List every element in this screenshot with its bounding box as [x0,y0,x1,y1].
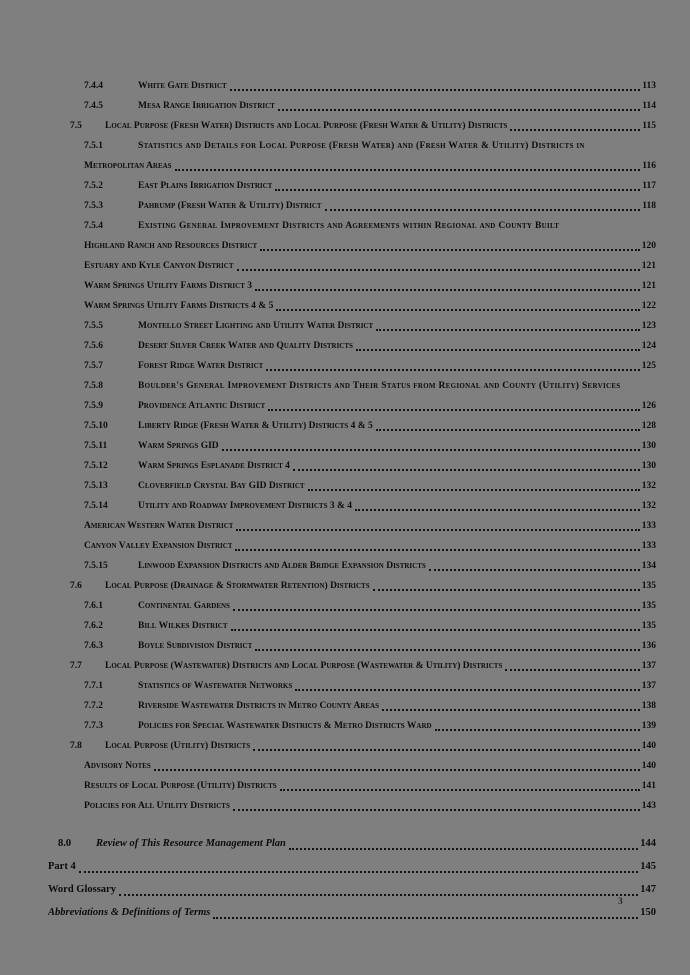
dot-leader [376,428,640,431]
toc-entry-number: 7.7.3 [84,721,103,731]
toc-entry-title: Local Purpose (Wastewater) Districts and Local Purpose (Wastewater & Utility) Districts [105,661,503,671]
toc-entry-page: 121 [641,261,656,271]
toc-entry-title: Liberty Ridge (Fresh Water & Utility) Districts 4 & 5 [138,421,373,431]
table-of-contents [48,76,656,924]
toc-entry-title: Policies for Special Wastewater Districts & Metro Districts Ward [138,721,432,731]
toc-entry [48,416,656,436]
toc-entry-page: 134 [641,561,656,571]
toc-entry-title: Advisory Notes [84,761,151,771]
toc-entry-number: 7.5.2 [84,181,103,191]
toc-entry-continuation [48,156,656,176]
toc-entry-number: 8.0 [58,838,72,849]
toc-entry-title: Boyle Subdivision District [138,641,253,651]
toc-entry-page: 140 [641,741,656,751]
toc-entry-title: Warm Springs Utility Farms District 3 [84,281,253,291]
toc-entry-number: 7.5.15 [84,561,108,571]
toc-entry-title: Results of Local Purpose (Utility) Districts [84,781,277,791]
toc-entry-page: 143 [641,801,656,811]
toc-entry [48,496,656,516]
toc-entry [48,716,656,736]
toc-entry-page: 114 [642,101,656,111]
dot-leader [308,488,640,491]
toc-entry-title: White Gate District [138,81,227,91]
toc-entry-page: 135 [641,581,656,591]
dot-leader [505,668,639,671]
toc-entry-page: 128 [641,421,656,431]
toc-entry-title: American Western Water District [84,521,234,531]
toc-entry-number: 7.8 [70,741,82,751]
toc-entry [48,676,656,696]
dot-leader [175,168,641,171]
toc-entry-title: Continental Gardens [138,601,230,611]
toc-entry-title: Warm Springs Esplanade District 4 [138,461,290,471]
toc-entry-title: Pahrump (Fresh Water & Utility) District [138,201,322,211]
dot-leader [266,368,639,371]
toc-entry-page: 130 [641,441,656,451]
toc-entry-number: 7.5.9 [84,401,103,411]
dot-leader [278,108,640,111]
dot-leader [255,288,640,291]
toc-entry-title: Word Glossary [48,884,116,895]
toc-entry [48,696,656,716]
toc-entry [48,536,656,556]
toc-entry-page: 125 [641,361,656,371]
dot-leader [119,893,638,896]
toc-entry-continuation [48,236,656,256]
toc-entry-title: Review of This Resource Management Plan [96,838,286,849]
dot-leader [295,688,640,691]
toc-entry [48,832,656,855]
dot-leader [289,847,638,850]
toc-entry-page: 135 [641,621,656,631]
dot-leader [253,748,640,751]
toc-entry-number: 7.5.1 [84,141,103,151]
toc-entry-number: 7.6.2 [84,621,103,631]
toc-entry-title: Local Purpose (Utility) Districts [105,741,251,751]
toc-entry-page: 147 [640,884,656,895]
toc-entry [48,296,656,316]
toc-entry-number: 7.5.10 [84,421,108,431]
toc-entry [48,136,656,156]
dot-leader [275,188,640,191]
toc-entry-title: Providence Atlantic District [138,401,266,411]
toc-entry-title: Estuary and Kyle Canyon District [84,261,234,271]
toc-entry-page: 136 [641,641,656,651]
toc-entry-page: 126 [641,401,656,411]
dot-leader [356,348,640,351]
toc-entry-page: 137 [641,661,656,671]
toc-entry [48,396,656,416]
toc-entry-page: 122 [641,301,656,311]
toc-entry-number: 7.6.1 [84,601,103,611]
toc-entry [48,356,656,376]
toc-entry-number: 7.7.1 [84,681,103,691]
toc-entry-title: East Plains Irrigation District [138,181,273,191]
toc-entry-number: 7.5.14 [84,501,108,511]
toc-entry-number: 7.5.5 [84,321,103,331]
toc-entry-title: Local Purpose (Fresh Water) Districts and Local Purpose (Fresh Water & Utility) Districts [105,121,508,131]
toc-entry-number: 7.4.4 [84,81,103,91]
toc-entry [48,556,656,576]
toc-entry-title: Linwood Expansion Districts and Alder Bridge Expansion Districts [138,561,426,571]
toc-entry-title: Warm Springs GID [138,441,219,451]
toc-entry-page: 132 [641,481,656,491]
toc-entry [48,736,656,756]
dot-leader [293,468,640,471]
dot-leader [79,870,639,873]
toc-entry-page: 138 [641,701,656,711]
toc-entry-page: 150 [640,907,656,918]
toc-entry-page: 140 [641,761,656,771]
toc-entry [48,316,656,336]
toc-entry-page: 139 [641,721,656,731]
toc-entry-title: Metropolitan Areas [84,161,172,171]
toc-entry-title: Canyon Valley Expansion District [84,541,233,551]
toc-entry-number: 7.5.13 [84,481,108,491]
dot-leader [222,448,640,451]
toc-entry-page: 145 [640,861,656,872]
toc-entry-title: Riverside Wastewater Districts in Metro County Areas [138,701,379,711]
toc-entry-number: 7.5.6 [84,341,103,351]
toc-entry [48,476,656,496]
toc-entry-page: 117 [642,181,656,191]
toc-entry-number: 7.6 [70,581,82,591]
toc-entry [48,336,656,356]
dot-leader [255,648,639,651]
toc-entry [48,855,656,878]
dot-leader [435,728,640,731]
dot-leader [429,568,640,571]
toc-entry-page: 121 [641,281,656,291]
toc-entry-number: 7.5.4 [84,221,103,231]
dot-leader [235,548,639,551]
toc-entry-title: Existing General Improvement Districts and Agreements within Regional and County Built [138,221,560,231]
toc-entry [48,216,656,236]
toc-entry-number: 7.5.3 [84,201,103,211]
dot-leader [373,588,640,591]
toc-entry [48,878,656,901]
toc-entry [48,96,656,116]
dot-leader [236,528,639,531]
toc-entry [48,901,656,924]
toc-entry [48,436,656,456]
toc-entry-title: Mesa Range Irrigation District [138,101,275,111]
toc-entry-title: Part 4 [48,861,76,872]
toc-entry-title: Abbreviations & Definitions of Terms [48,907,211,918]
toc-entry-number: 7.7.2 [84,701,103,711]
toc-entry-page: 113 [642,81,656,91]
toc-entry-page: 135 [641,601,656,611]
toc-entry-page: 120 [641,241,656,251]
dot-leader [213,916,638,919]
toc-entry [48,76,656,96]
dot-leader [237,268,640,271]
toc-entry-title: Bill Wilkes District [138,621,228,631]
toc-entry-page: 133 [641,541,656,551]
dot-leader [280,788,640,791]
dot-leader [510,128,640,131]
toc-entry-page: 118 [642,201,656,211]
dot-leader [154,768,640,771]
dot-leader [230,88,641,91]
toc-entry-page: 115 [642,121,656,131]
dot-leader [260,248,640,251]
toc-entry [48,256,656,276]
toc-entry-number: 7.5.12 [84,461,108,471]
toc-entry [48,456,656,476]
toc-entry-number: 7.5.7 [84,361,103,371]
dot-leader [268,408,640,411]
toc-entry-number: 7.4.5 [84,101,103,111]
toc-entry-title: Boulder's General Improvement Districts and Their Status from Regional and County (Utility) Services [138,381,621,391]
toc-entry-page: 132 [641,501,656,511]
toc-entry-page: 130 [641,461,656,471]
toc-entry-number: 7.5.11 [84,441,108,451]
dot-leader [231,628,640,631]
toc-entry-number: 7.5 [70,121,82,131]
dot-leader [233,608,640,611]
toc-entry [48,756,656,776]
toc-entry-title: Highland Ranch and Resources District [84,241,258,251]
toc-entry [48,276,656,296]
toc-entry-page: 124 [641,341,656,351]
toc-entry-title: Statistics and Details for Local Purpose (Fresh Water) and (Fresh Water & Utility) Districts in [138,141,585,151]
toc-entry-page: 144 [640,838,656,849]
toc-entry-title: Cloverfield Crystal Bay GID District [138,481,305,491]
toc-entry [48,656,656,676]
toc-entry-title: Utility and Roadway Improvement Districts 3 & 4 [138,501,353,511]
dot-leader [325,208,641,211]
toc-entry-page: 116 [642,161,656,171]
toc-entry-page: 137 [641,681,656,691]
dot-leader [355,508,640,511]
toc-entry [48,796,656,816]
toc-entry [48,196,656,216]
toc-entry-page: 141 [641,781,656,791]
toc-entry [48,776,656,796]
toc-entry-title: Montello Street Lighting and Utility Water District [138,321,374,331]
toc-entry [48,576,656,596]
toc-entry-title: Local Purpose (Drainage & Stormwater Retention) Districts [105,581,370,591]
page-number: 3 [618,897,623,907]
toc-entry [48,376,656,396]
toc-entry [48,636,656,656]
toc-entry-title: Desert Silver Creek Water and Quality Districts [138,341,353,351]
toc-entry [48,596,656,616]
dot-leader [233,808,640,811]
toc-entry-title: Policies for All Utility Districts [84,801,230,811]
toc-entry [48,616,656,636]
toc-entry-number: 7.7 [70,661,82,671]
toc-entry-page: 123 [641,321,656,331]
dot-leader [382,708,640,711]
dot-leader [376,328,640,331]
dot-leader [276,308,639,311]
toc-entry [48,116,656,136]
toc-entry-title: Forest Ridge Water District [138,361,264,371]
toc-entry-title: Warm Springs Utility Farms Districts 4 & 5 [84,301,274,311]
toc-entry-number: 7.6.3 [84,641,103,651]
toc-entry-page: 133 [641,521,656,531]
toc-entry-number: 7.5.8 [84,381,103,391]
toc-entry [48,516,656,536]
toc-entry [48,176,656,196]
toc-entry-title: Statistics of Wastewater Networks [138,681,293,691]
